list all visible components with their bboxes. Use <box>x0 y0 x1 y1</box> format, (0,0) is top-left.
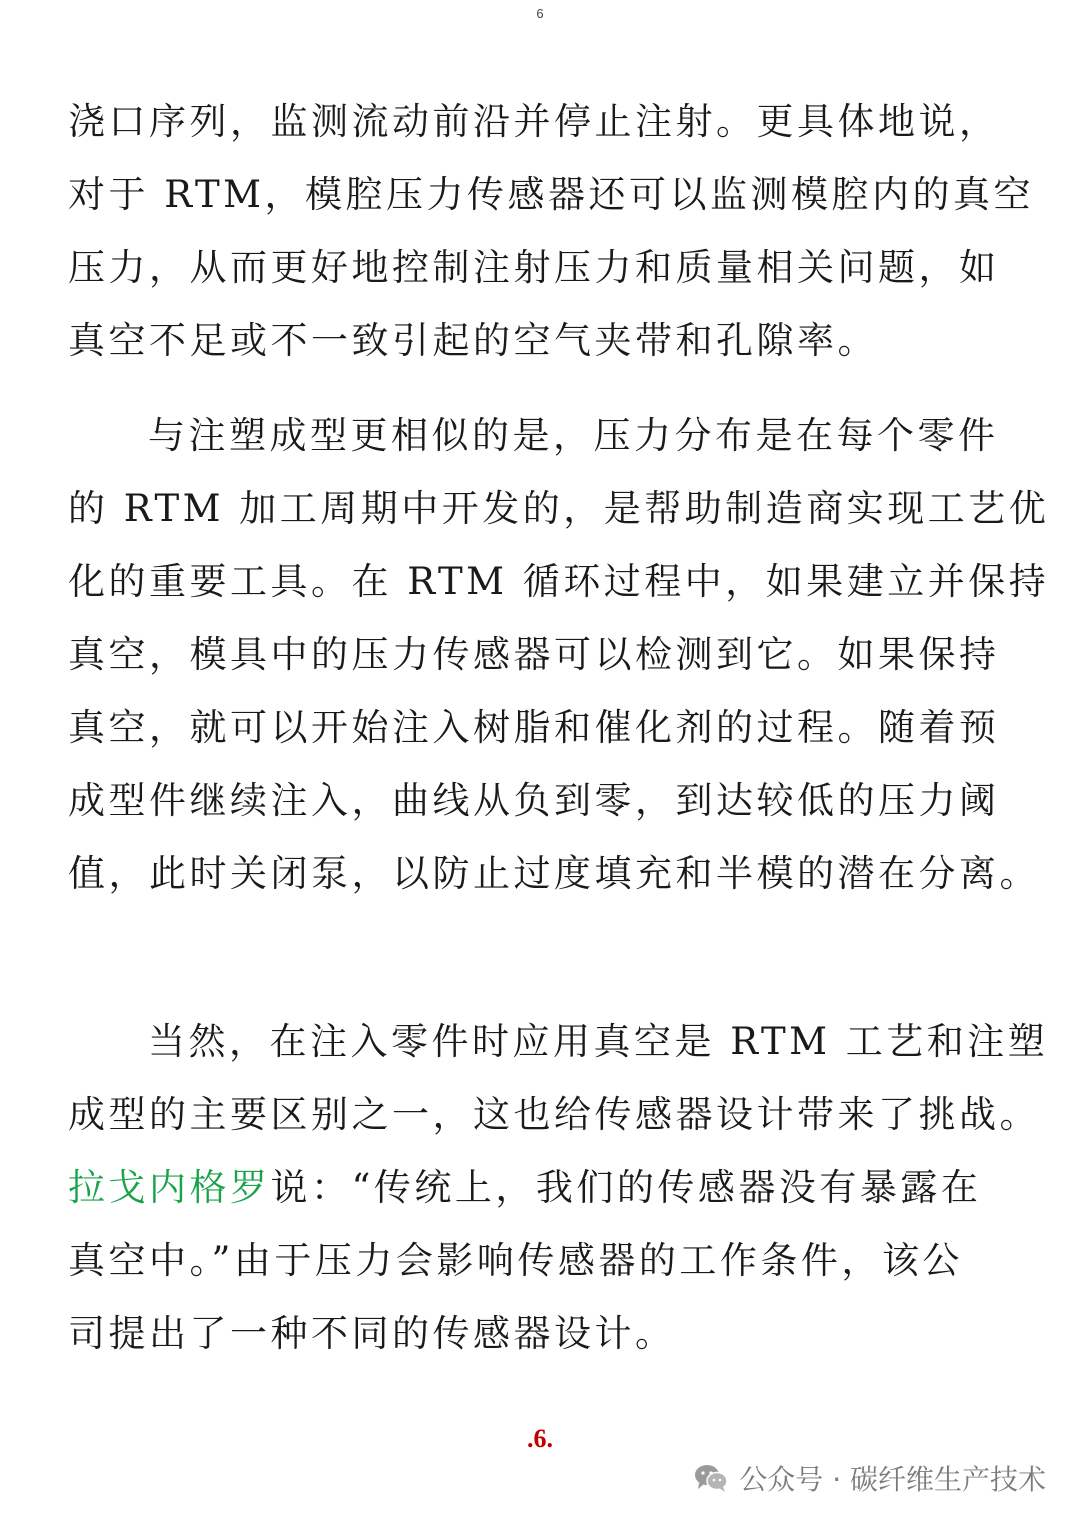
top-page-number: 6 <box>536 6 544 21</box>
text-line: 真空中。”由于压力会影响传感器的工作条件，该公 <box>68 1239 963 1282</box>
text-line: 压力，从而更好地控制注射压力和质量相关问题，如 <box>68 246 1000 289</box>
text-line: 当然，在注入零件时应用真空是 RTM 工艺和注塑 <box>148 1020 1049 1063</box>
text-line: 与注塑成型更相似的是，压力分布是在每个零件 <box>148 414 999 457</box>
watermark-text: 公众号 · 碳纤维生产技术 <box>739 1463 1046 1496</box>
text-line: 成型件继续注入，曲线从负到零，到达较低的压力阈 <box>68 779 1000 822</box>
bottom-page-number: .6. <box>527 1424 553 1453</box>
paragraph-3 <box>68 1005 1049 1370</box>
speaker-name: 拉戈内格罗 <box>68 1166 271 1209</box>
text-line: 真空不足或不一致引起的空气夹带和孔隙率。 <box>68 319 878 362</box>
text-line: 值，此时关闭泵，以防止过度填充和半模的潜在分离。 <box>68 852 1040 895</box>
text-line: 浇口序列，监测流动前沿并停止注射。更具体地说， <box>68 100 1000 143</box>
text-line: 成型的主要区别之一，这也给传感器设计带来了挑战。 <box>68 1093 1040 1136</box>
watermark <box>693 1458 1046 1498</box>
wechat-icon <box>693 1462 729 1494</box>
paragraph-1 <box>68 85 1035 377</box>
text-line: 司提出了一种不同的传感器设计。 <box>68 1312 676 1355</box>
text-line: 对于 RTM，模腔压力传感器还可以监测模腔内的真空 <box>68 173 1035 216</box>
quote-line <box>68 1151 1008 1224</box>
document-body <box>68 85 1050 1370</box>
quote-text: 说：“传统上，我们的传感器没有暴露在 <box>270 1166 982 1209</box>
text-line: 真空，模具中的压力传感器可以检测到它。如果保持 <box>68 633 1000 676</box>
text-line: 的 RTM 加工周期中开发的，是帮助制造商实现工艺优 <box>68 487 1050 530</box>
paragraph-2 <box>68 399 1050 910</box>
text-line: 真空，就可以开始注入树脂和催化剂的过程。随着预 <box>68 706 1000 749</box>
text-line: 化的重要工具。在 RTM 循环过程中，如果建立并保持 <box>68 560 1050 603</box>
